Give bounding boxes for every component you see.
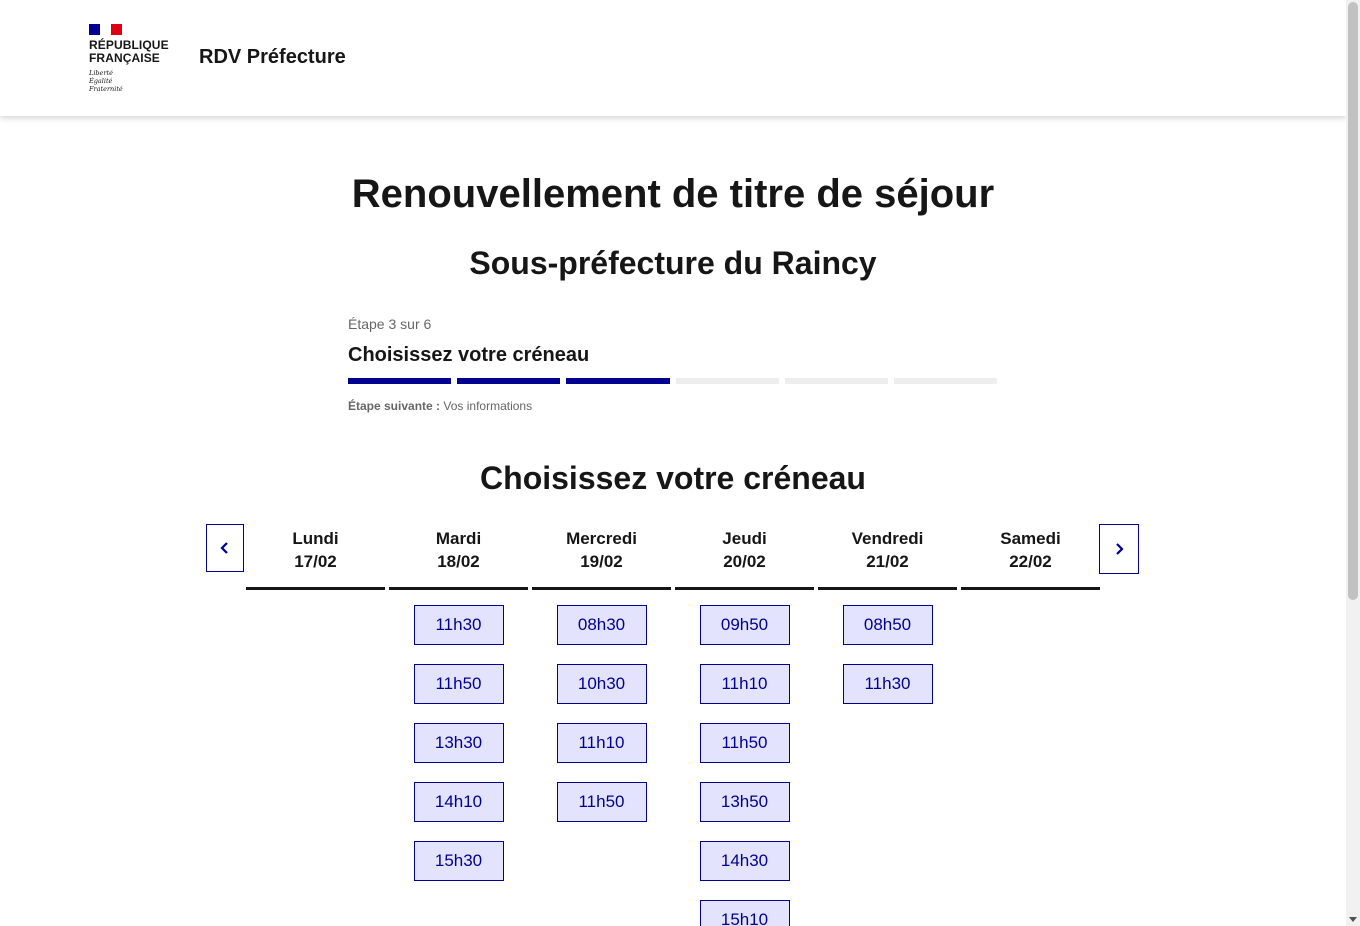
day-header (818, 524, 957, 590)
republique-francaise-logo[interactable] (89, 24, 179, 93)
day-name: Jeudi (722, 529, 767, 548)
motto-line-3: Fraternité (89, 85, 123, 93)
day-header (961, 524, 1100, 590)
step-bar (894, 378, 997, 384)
day-header (532, 524, 671, 590)
step-next-label: Étape suivante : (348, 399, 441, 413)
chevron-right-icon (1113, 542, 1125, 556)
brand-line-2: FRANÇAISE (89, 51, 160, 65)
day-column (389, 524, 528, 926)
slot-list (246, 590, 385, 605)
slot-list (389, 590, 528, 881)
day-date: 19/02 (580, 552, 623, 571)
day-column (246, 524, 385, 926)
scroll-down-arrow-icon[interactable] (1349, 917, 1357, 922)
time-slot-button[interactable]: 14h10 (414, 782, 504, 822)
calendar-days (246, 524, 1099, 926)
time-slot-button[interactable]: 14h30 (700, 841, 790, 881)
day-column (532, 524, 671, 926)
motto (89, 69, 179, 93)
previous-week-button[interactable] (206, 524, 244, 572)
step-bar (566, 378, 669, 384)
day-name: Mardi (435, 529, 482, 548)
day-date: 17/02 (294, 552, 337, 571)
time-slot-button[interactable]: 13h50 (700, 782, 790, 822)
page-title: Renouvellement de titre de séjour (351, 172, 995, 216)
day-name: Lundi (292, 529, 339, 548)
brand-text (89, 39, 179, 65)
site-name-link[interactable]: RDV Préfecture (199, 46, 346, 68)
stepper (348, 316, 997, 413)
chevron-left-icon (219, 541, 231, 555)
day-header (675, 524, 814, 590)
day-date: 18/02 (437, 552, 480, 571)
scrollbar-thumb[interactable] (1348, 2, 1358, 600)
day-column (675, 524, 814, 926)
time-slot-button[interactable]: 13h30 (414, 723, 504, 763)
page-scrollbar[interactable] (1346, 0, 1360, 926)
step-next (348, 399, 997, 413)
motto-line-1: Liberté (89, 69, 113, 77)
step-bar (785, 378, 888, 384)
step-progress-bars (348, 378, 997, 384)
step-bar (676, 378, 779, 384)
day-date: 21/02 (866, 552, 909, 571)
step-state: Étape 3 sur 6 (348, 316, 432, 332)
day-column (818, 524, 957, 926)
french-flag-icon (89, 24, 122, 35)
step-next-value: Vos informations (443, 399, 533, 413)
motto-line-2: Égalité (89, 77, 113, 85)
time-slot-button[interactable]: 15h30 (414, 841, 504, 881)
step-current-title: Choisissez votre créneau (348, 344, 590, 366)
time-slot-button[interactable]: 11h30 (843, 664, 933, 704)
time-slot-button[interactable]: 11h10 (700, 664, 790, 704)
day-date: 20/02 (723, 552, 766, 571)
time-slot-button[interactable]: 11h10 (557, 723, 647, 763)
time-slot-button[interactable]: 10h30 (557, 664, 647, 704)
site-header (0, 0, 1346, 116)
time-slot-button[interactable]: 11h50 (414, 664, 504, 704)
slot-list (532, 590, 671, 822)
day-column (961, 524, 1100, 926)
slot-list (818, 590, 957, 704)
time-slot-button[interactable]: 11h30 (414, 605, 504, 645)
day-date: 22/02 (1009, 552, 1052, 571)
day-name: Vendredi (851, 529, 924, 548)
slot-list (675, 590, 814, 926)
time-slot-button[interactable]: 11h50 (700, 723, 790, 763)
next-week-button[interactable] (1099, 524, 1139, 574)
slots-section-title: Choisissez votre créneau (480, 460, 866, 496)
time-slot-button[interactable]: 08h30 (557, 605, 647, 645)
time-slot-button[interactable]: 11h50 (557, 782, 647, 822)
time-slot-button[interactable]: 15h10 (700, 900, 790, 926)
step-bar (457, 378, 560, 384)
step-bar (348, 378, 451, 384)
brand-line-1: RÉPUBLIQUE (89, 38, 169, 52)
day-header (389, 524, 528, 590)
time-slot-button[interactable]: 09h50 (700, 605, 790, 645)
time-slot-button[interactable]: 08h50 (843, 605, 933, 645)
page-subtitle: Sous-préfecture du Raincy (469, 245, 877, 281)
day-name: Mercredi (566, 529, 637, 548)
slot-list (961, 590, 1100, 605)
day-name: Samedi (1000, 529, 1061, 548)
day-header (246, 524, 385, 590)
